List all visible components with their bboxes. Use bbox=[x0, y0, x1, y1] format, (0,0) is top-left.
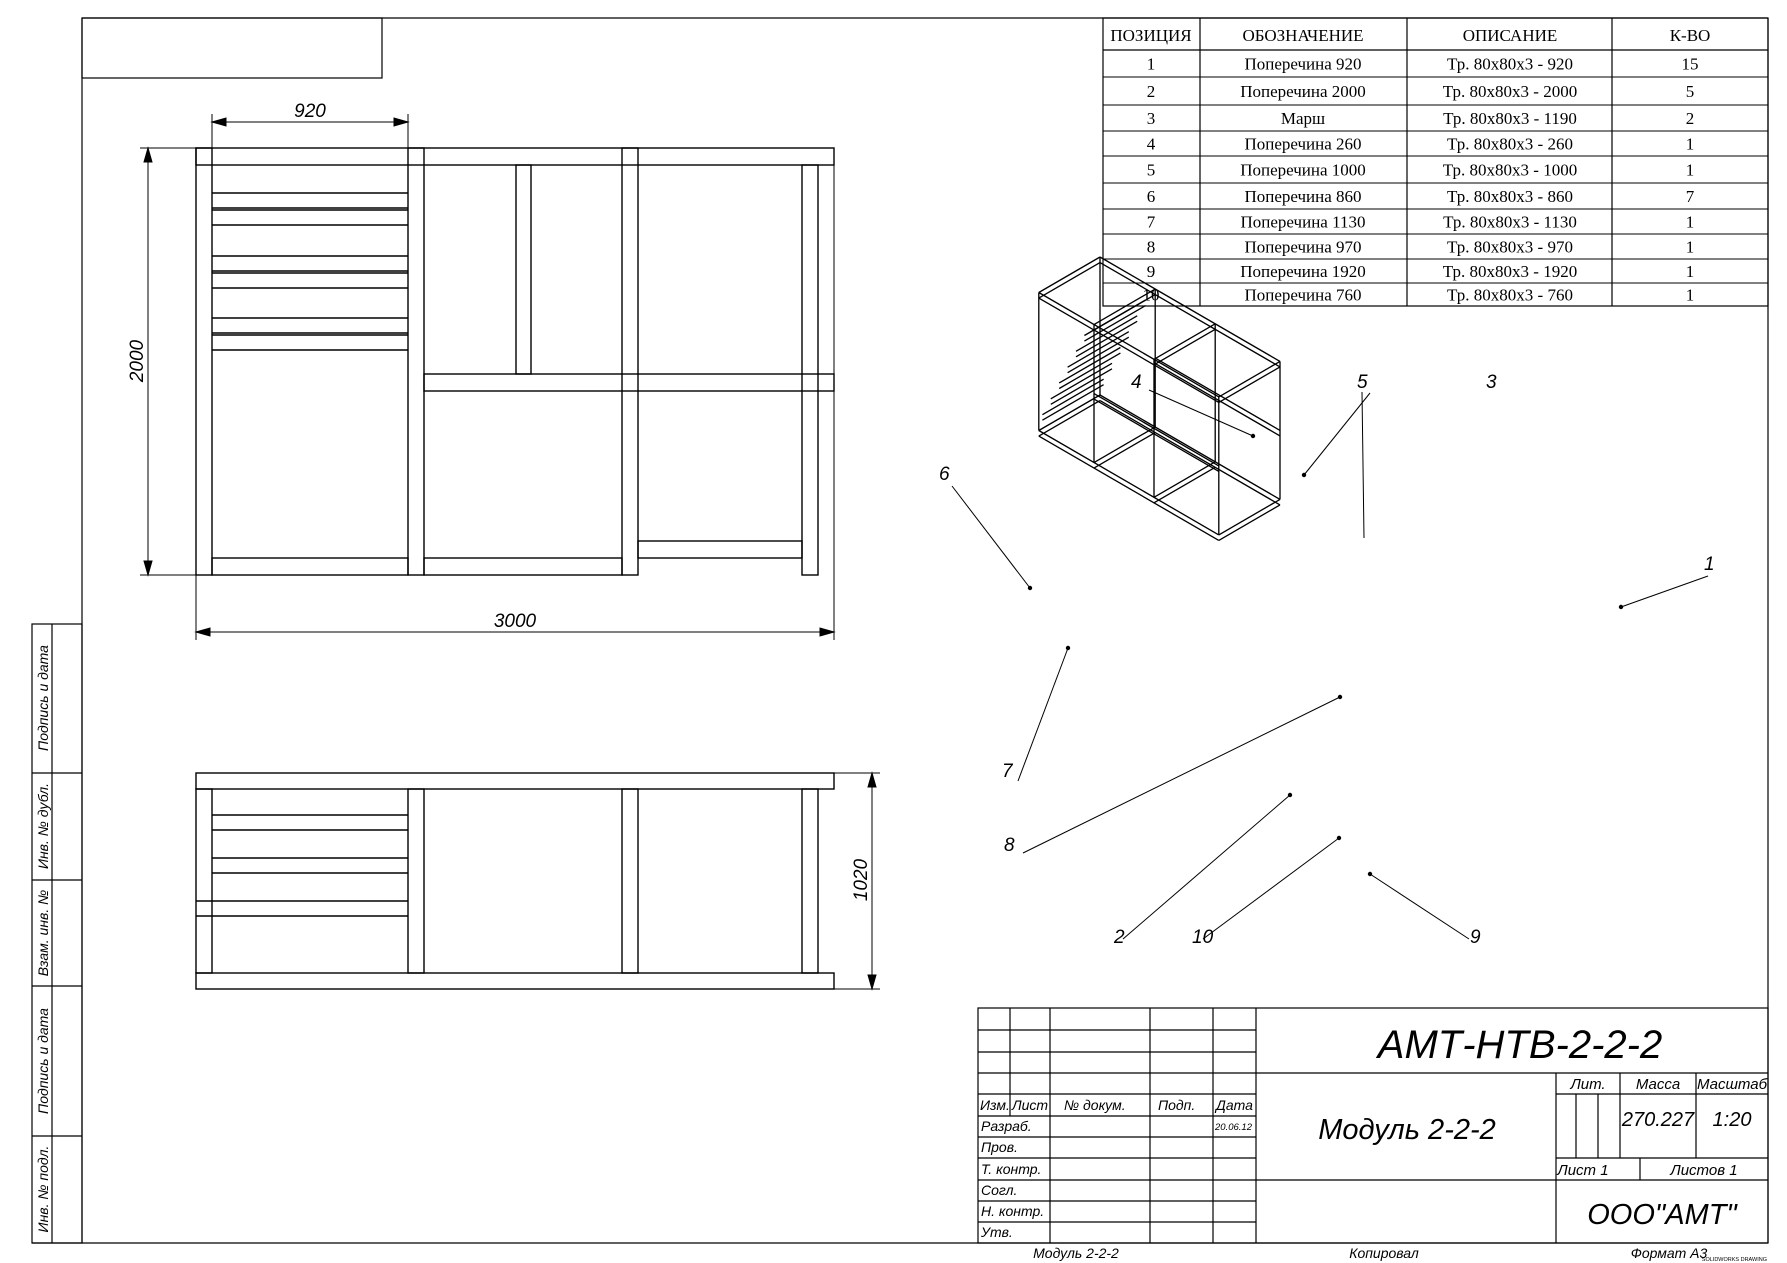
spec-cell-r6-c1: Поперечина 860 bbox=[1244, 187, 1362, 206]
spec-cell-r2-c1: Поперечина 2000 bbox=[1240, 82, 1366, 101]
role-utv: Утв. bbox=[981, 1224, 1013, 1240]
callout-10: 10 bbox=[1192, 927, 1214, 948]
sheet-number: Лист 1 bbox=[1557, 1162, 1609, 1179]
strip-label-replace: Взам. инв. № bbox=[35, 889, 51, 977]
header-date: Дата bbox=[1216, 1097, 1253, 1113]
spec-cell-r1-c3: 15 bbox=[1681, 54, 1699, 74]
spec-cell-r3-c3: 2 bbox=[1685, 109, 1695, 128]
spec-cell-r4-c0: 4 bbox=[1146, 134, 1156, 154]
callout-6: 6 bbox=[939, 464, 950, 485]
company-name: ООО"АМТ" bbox=[1587, 1199, 1737, 1231]
role-prov: Пров. bbox=[981, 1139, 1018, 1155]
callout-4: 4 bbox=[1131, 372, 1142, 393]
spec-cell-r1-c0: 1 bbox=[1146, 54, 1156, 74]
spec-cell-r7-c2: Тр. 80х80х3 - 1130 bbox=[1443, 212, 1577, 232]
spec-cell-r10-c0: 10 bbox=[1142, 285, 1160, 305]
spec-cell-r8-c0: 8 bbox=[1146, 237, 1156, 257]
spec-cell-r10-c3: 1 bbox=[1685, 285, 1695, 305]
spec-header-0: ПОЗИЦИЯ bbox=[1110, 26, 1192, 45]
scale-value: 1:20 bbox=[1712, 1109, 1752, 1131]
spec-cell-r7-c0: 7 bbox=[1146, 212, 1156, 232]
dim-2000: 2000 bbox=[127, 339, 148, 383]
callout-9: 9 bbox=[1470, 927, 1481, 948]
spec-cell-r4-c2: Тр. 80х80х3 - 260 bbox=[1447, 134, 1573, 154]
footer-doc-name: Модуль 2-2-2 bbox=[1033, 1245, 1119, 1261]
spec-cell-r10-c2: Тр. 80х80х3 - 760 bbox=[1447, 285, 1573, 305]
spec-cell-r9-c1: Поперечина 1920 bbox=[1240, 262, 1366, 281]
scale-label: Масштаб bbox=[1696, 1076, 1768, 1093]
role-razrab: Разраб. bbox=[981, 1118, 1032, 1134]
spec-cell-r3-c2: Тр. 80х80х3 - 1190 bbox=[1443, 109, 1577, 128]
callout-5: 5 bbox=[1357, 372, 1368, 393]
callout-1: 1 bbox=[1704, 554, 1715, 575]
role-nkontr: Н. контр. bbox=[981, 1203, 1045, 1219]
spec-cell-r5-c3: 1 bbox=[1685, 160, 1695, 180]
footer-format: Формат А3 bbox=[1630, 1245, 1708, 1261]
spec-cell-r7-c1: Поперечина 1130 bbox=[1240, 212, 1366, 232]
dim-1020: 1020 bbox=[851, 858, 872, 902]
spec-cell-r5-c1: Поперечина 1000 bbox=[1240, 160, 1366, 180]
spec-cell-r5-c0: 5 bbox=[1146, 160, 1156, 180]
strip-label-sign-2: Подпись и дата bbox=[35, 1008, 51, 1114]
lit-label: Лит. bbox=[1570, 1076, 1606, 1093]
spec-header-2: ОПИСАНИЕ bbox=[1462, 26, 1558, 45]
spec-cell-r6-c0: 6 bbox=[1146, 187, 1156, 206]
spec-cell-r7-c3: 1 bbox=[1685, 212, 1695, 232]
header-podp: Подп. bbox=[1158, 1097, 1196, 1113]
sheets-total: Листов 1 bbox=[1670, 1162, 1738, 1179]
spec-cell-r4-c3: 1 bbox=[1685, 134, 1695, 154]
callout-7: 7 bbox=[1002, 761, 1013, 782]
spec-cell-r9-c2: Тр. 80х80х3 - 1920 bbox=[1442, 262, 1578, 281]
mass-label: Масса bbox=[1635, 1076, 1681, 1093]
dim-3000: 3000 bbox=[493, 611, 537, 632]
spec-cell-r6-c2: Тр. 80х80х3 - 860 bbox=[1447, 187, 1573, 206]
drawing-name: Модуль 2-2-2 bbox=[1318, 1114, 1496, 1146]
strip-label-orig: Инв. № подл. bbox=[35, 1145, 51, 1233]
role-tkontr: Т. контр. bbox=[981, 1161, 1042, 1177]
spec-header-3: К-ВО bbox=[1669, 26, 1711, 45]
dim-920: 920 bbox=[294, 101, 326, 122]
spec-cell-r8-c3: 1 bbox=[1685, 237, 1695, 257]
spec-cell-r10-c1: Поперечина 760 bbox=[1244, 285, 1362, 305]
spec-cell-r8-c2: Тр. 80х80х3 - 970 bbox=[1447, 237, 1573, 257]
header-izm: Изм. bbox=[980, 1097, 1010, 1113]
role-sogl: Согл. bbox=[981, 1182, 1018, 1198]
header-list: Лист bbox=[1012, 1097, 1049, 1113]
spec-cell-r9-c3: 1 bbox=[1685, 262, 1695, 281]
spec-header-1: ОБОЗНАЧЕНИЕ bbox=[1242, 26, 1364, 45]
dev-date: 20.06.12 bbox=[1215, 1122, 1252, 1133]
drawing-designation: АМТ-НТВ-2-2-2 bbox=[1377, 1023, 1663, 1067]
spec-cell-r2-c3: 5 bbox=[1685, 82, 1695, 101]
spec-cell-r2-c2: Тр. 80х80х3 - 2000 bbox=[1442, 82, 1578, 101]
spec-cell-r1-c1: Поперечина 920 bbox=[1244, 54, 1362, 74]
header-doc: № докум. bbox=[1064, 1097, 1126, 1113]
callout-8: 8 bbox=[1004, 835, 1015, 856]
footer-software: SOLIDWORKS DRAWING bbox=[1701, 1257, 1767, 1263]
spec-cell-r9-c0: 9 bbox=[1146, 262, 1156, 281]
footer-copied: Копировал bbox=[1349, 1245, 1419, 1261]
mass-value: 270.227 bbox=[1621, 1109, 1695, 1131]
spec-cell-r5-c2: Тр. 80х80х3 - 1000 bbox=[1442, 160, 1578, 180]
spec-cell-r6-c3: 7 bbox=[1685, 187, 1695, 206]
strip-label-dup: Инв. № дубл. bbox=[35, 782, 51, 870]
spec-cell-r3-c1: Марш bbox=[1280, 109, 1326, 128]
spec-cell-r2-c0: 2 bbox=[1146, 82, 1156, 101]
callout-3: 3 bbox=[1486, 372, 1497, 393]
spec-cell-r8-c1: Поперечина 970 bbox=[1244, 237, 1362, 257]
spec-cell-r4-c1: Поперечина 260 bbox=[1244, 134, 1362, 154]
spec-cell-r1-c2: Тр. 80х80х3 - 920 bbox=[1447, 54, 1573, 74]
callout-2: 2 bbox=[1114, 927, 1125, 948]
strip-label-sign-1: Подпись и дата bbox=[35, 645, 51, 751]
spec-cell-r3-c0: 3 bbox=[1146, 109, 1156, 128]
